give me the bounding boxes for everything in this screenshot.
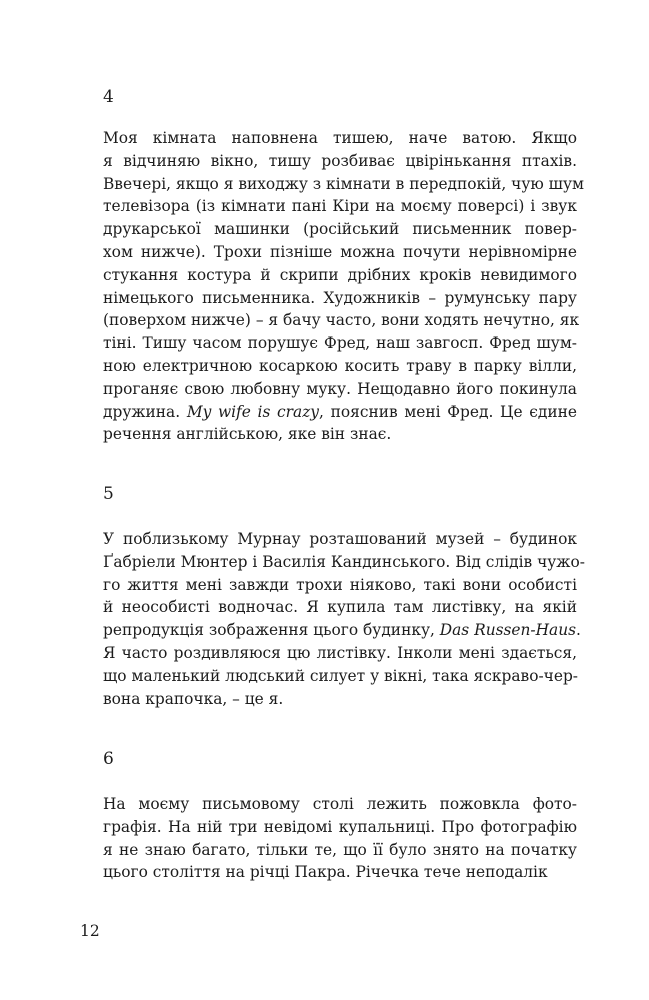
text-line: телевізора (із кімнати пані Кіри на моєму поверсі) і звук xyxy=(103,197,577,216)
text-line: я не знаю багато, тільки те, що її було знято на початку xyxy=(103,840,577,859)
text-line: Моя кімната наповнена тишею, наче ватою. Якщо xyxy=(103,129,577,147)
text-line: й неособисті водночас. Я купила там листівку, на якій xyxy=(103,598,577,617)
section-6 xyxy=(103,744,577,774)
text-line: німецького письменника. Художників – румунську пару xyxy=(103,288,577,307)
text-line: речення англійською, яке він знає. xyxy=(103,425,392,444)
text-line: (поверхом нижче) – я бачу часто, вони ходять нечутно, як xyxy=(103,311,580,330)
paragraph xyxy=(103,528,585,710)
text-line: репродукція зображення цього будинку, Das Russen-Haus. xyxy=(103,621,581,640)
text-line: У поблизькому Мурнау розташований музей – будинок xyxy=(103,530,577,548)
section-number: 4 xyxy=(103,87,114,107)
paragraph xyxy=(103,793,577,884)
text-line: вона крапочка, – це я. xyxy=(103,689,284,708)
text-line: хом нижче). Трохи пізніше можна почути нерівномірне xyxy=(103,242,577,261)
text-line: ною електричною косаркою косить траву в парку вілли, xyxy=(103,356,577,375)
text-line: го життя мені завжди трохи ніяково, такі вони особисті xyxy=(103,575,577,594)
section-5 xyxy=(103,479,577,509)
text-line: друкарської машинки (російський письменник повер- xyxy=(103,220,577,239)
paragraph xyxy=(103,127,584,446)
italic-phrase: Das Russen-Haus xyxy=(439,621,577,640)
section-number: 5 xyxy=(103,484,114,504)
text-line: дружина. My wife is crazy, пояснив мені Фред. Це єдине xyxy=(103,402,577,421)
section-number: 6 xyxy=(103,749,114,769)
text-line: я відчиняю вікно, тишу розбиває цвірінькання птахів. xyxy=(103,151,577,170)
text-line: Ґабріели Мюнтер і Василія Кандинського. Від слідів чужо- xyxy=(103,552,585,571)
text-line: На моєму письмовому столі лежить пожовкла фото- xyxy=(103,795,577,813)
section-4 xyxy=(103,82,577,112)
text-line: Ввечері, якщо я виходжу з кімнати в передпокій, чую шум xyxy=(103,174,584,193)
text-line: що маленький людський силует у вікні, така яскраво-чер- xyxy=(103,666,579,685)
text-line: цього століття на річці Пакра. Річечка тече неподалік xyxy=(103,863,548,882)
text-line: тіні. Тишу часом порушує Фред, наш завгосп. Фред шум- xyxy=(103,334,577,353)
page-number: 12 xyxy=(80,922,100,940)
text-line: проганяє свою любовну муку. Нещодавно його покинула xyxy=(103,379,577,398)
text-line: стукання костура й скрипи дрібних кроків невидимого xyxy=(103,265,577,284)
text-line: графія. На ній три невідомі купальниці. Про фотографію xyxy=(103,817,577,836)
italic-phrase: My wife is crazy xyxy=(186,402,320,421)
text-line: Я часто роздивляюся цю листівку. Інколи мені здається, xyxy=(103,643,577,662)
